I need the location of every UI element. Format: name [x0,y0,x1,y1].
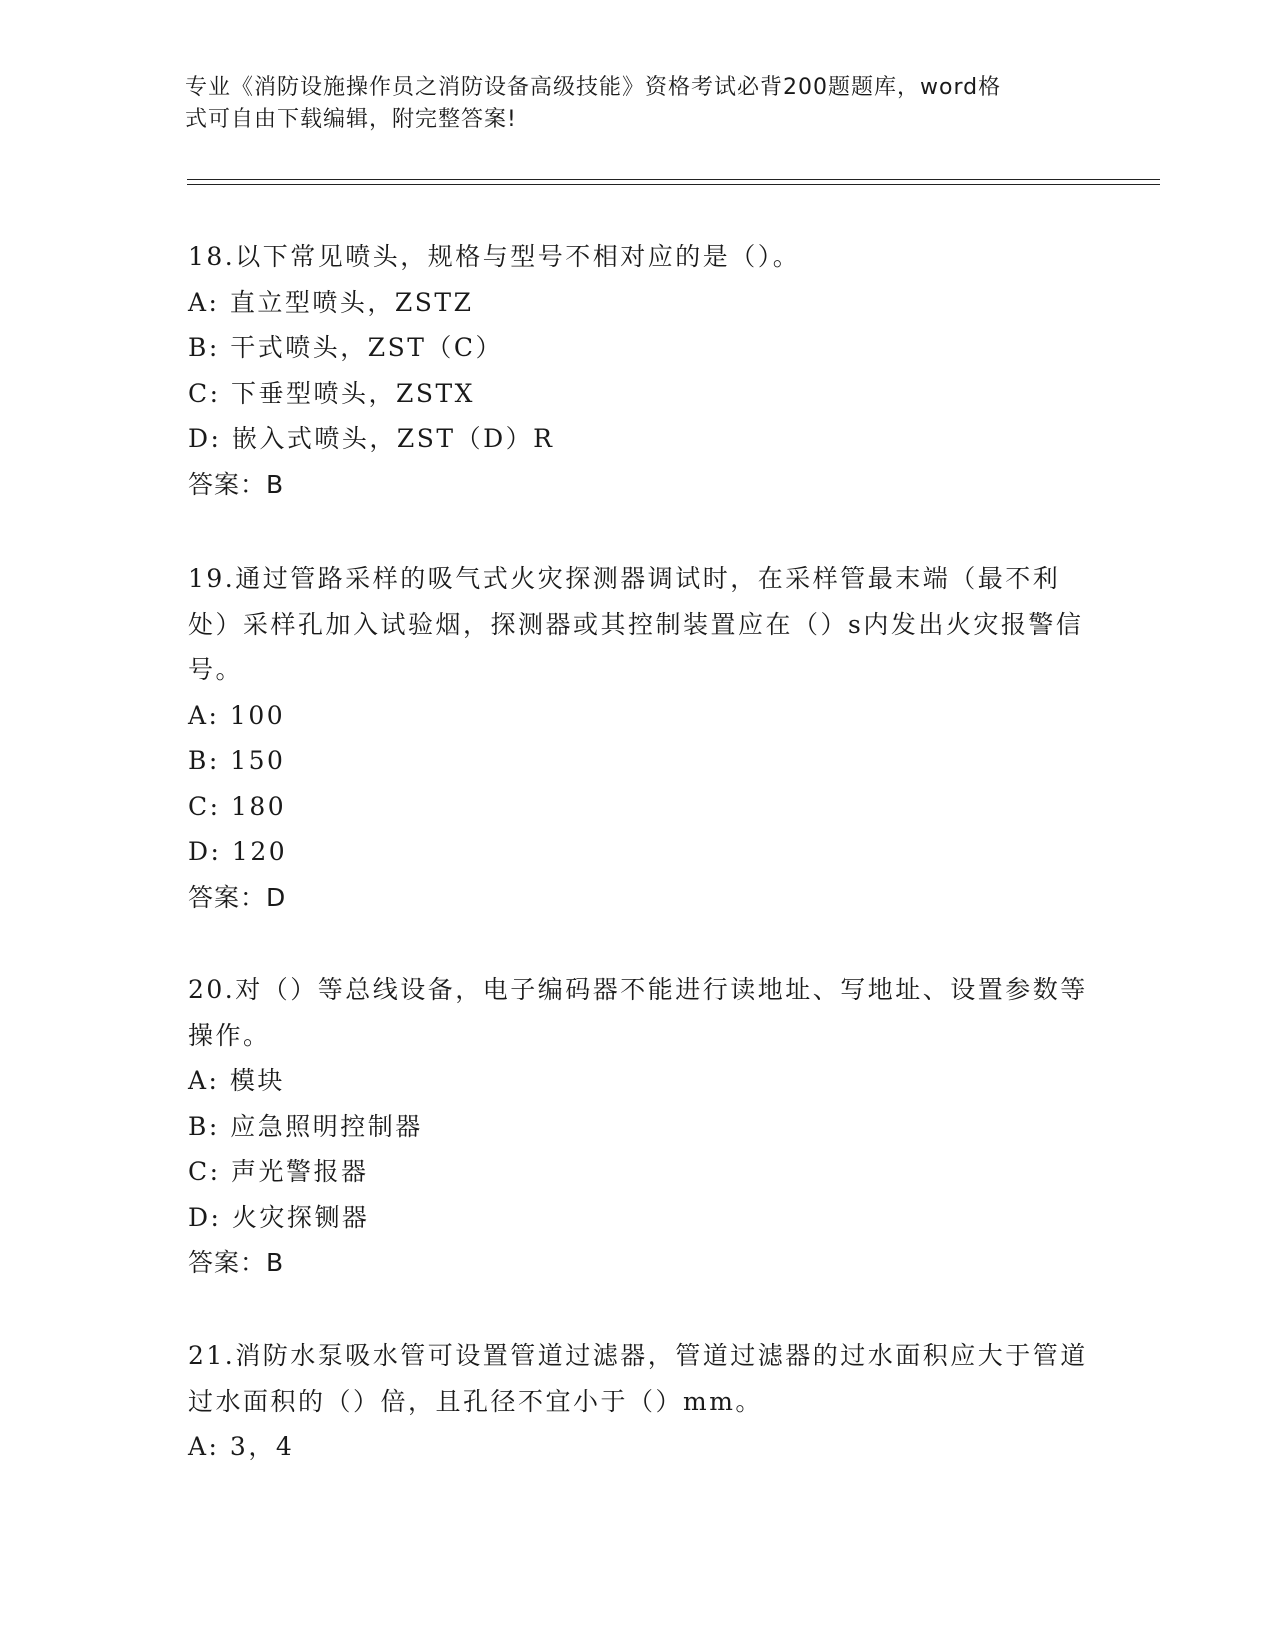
option-d: D: 嵌入式喷头，ZST（D）R [188,424,555,453]
question-19 [188,556,1088,920]
header-line-2: 式可自由下载编辑，附完整答案! [185,107,517,132]
option-c: C: 下垂型喷头，ZSTX [188,378,475,408]
answer-line: 答案：B [188,469,285,499]
option-c: C: 声光警报器 [188,1157,369,1186]
question-20 [188,967,1088,1286]
header-line-1: 专业《消防设施操作员之消防设备高级技能》资格考试必背200题题库，word格 [185,75,1002,100]
question-stem: 21.消防水泵吸水管可设置管道过滤器，管道过滤器的过水面积应大于管道过水面积的（）倍，且孔径不宜小于（）mm。 [188,1341,1088,1416]
option-d: D: 120 [188,837,288,866]
question-21 [188,1333,1088,1470]
question-stem: 20.对（）等总线设备，电子编码器不能进行读地址、写地址、设置参数等操作。 [188,975,1088,1050]
option-a: A: 直立型喷头，ZSTZ [188,287,474,317]
question-stem: 18.以下常见喷头，规格与型号不相对应的是（）。 [188,242,801,271]
header-divider-top [187,179,1160,180]
document-header [185,72,1085,136]
option-b: B: 150 [188,746,286,775]
answer-line: 答案：D [188,882,287,912]
header-divider-bottom [187,184,1160,185]
option-a: A: 100 [188,700,286,730]
question-18 [188,234,1088,507]
answer-line: 答案：B [188,1248,285,1277]
option-a: A: 3，4 [188,1432,295,1461]
option-d: D: 火灾探铡器 [188,1202,370,1232]
option-a: A: 模块 [188,1066,285,1095]
option-b: B: 应急照明控制器 [188,1111,423,1141]
option-b: B: 干式喷头，ZST（C） [188,333,504,362]
question-stem: 19.通过管路采样的吸气式火灾探测器调试时，在采样管最末端（最不利处）采样孔加入试验烟，探测器或其控制装置应在（）s内发出火灾报警信号。 [188,564,1084,684]
option-c: C: 180 [188,791,287,821]
